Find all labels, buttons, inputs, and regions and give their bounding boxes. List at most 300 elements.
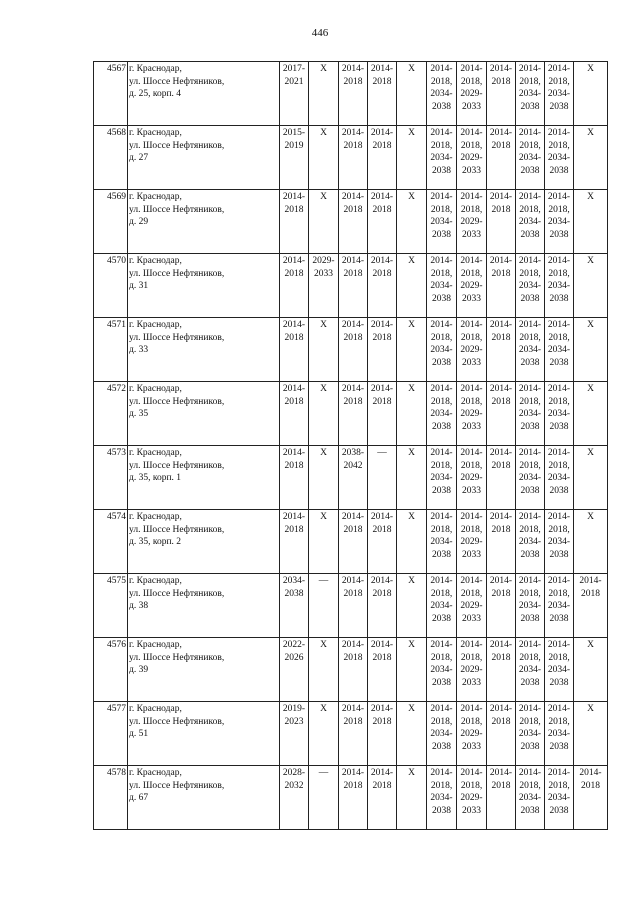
cell-number-text: 4572	[107, 384, 126, 394]
cell-col-2-text: X	[320, 640, 327, 650]
cell-col-11	[574, 510, 608, 574]
cell-col-3-text: 2014- 2018	[341, 192, 365, 215]
cell-number-text: 4578	[107, 768, 126, 778]
cell-col-1	[280, 254, 309, 318]
cell-col-9-text: 2014- 2018, 2034- 2038	[518, 640, 542, 688]
cell-col-9-text: 2014- 2018, 2034- 2038	[518, 384, 542, 432]
cell-col-3	[339, 510, 368, 574]
cell-col-11-text: X	[587, 640, 594, 650]
cell-col-11-text: X	[587, 128, 594, 138]
cell-number	[94, 382, 128, 446]
table-row	[94, 574, 608, 638]
cell-col-11-text: X	[587, 320, 594, 330]
cell-col-3-text: 2014- 2018	[341, 704, 365, 727]
cell-col-5-text: X	[408, 576, 415, 586]
cell-col-8	[487, 62, 516, 126]
cell-col-3	[339, 190, 368, 254]
cell-col-5	[397, 574, 427, 638]
cell-col-10	[545, 702, 574, 766]
cell-col-8-text: 2014- 2018	[489, 192, 513, 215]
cell-col-3-text: 2014- 2018	[341, 320, 365, 343]
cell-col-10	[545, 446, 574, 510]
cell-col-9-text: 2014- 2018, 2034- 2038	[518, 64, 542, 112]
cell-address-text: г. Краснодар, ул. Шоссе Нефтяников, д. 31	[129, 256, 225, 292]
cell-col-11-text: X	[587, 384, 594, 394]
cell-col-2-text: X	[320, 512, 327, 522]
cell-col-8	[487, 766, 516, 830]
cell-col-6-text: 2014- 2018, 2034- 2038	[430, 640, 453, 688]
cell-col-2-text: X	[320, 704, 327, 714]
cell-col-8-text: 2014- 2018	[489, 320, 513, 343]
cell-col-2-text: 2029- 2033	[312, 256, 335, 279]
cell-col-2	[309, 382, 339, 446]
cell-col-4	[368, 766, 397, 830]
cell-col-6-text: 2014- 2018, 2034- 2038	[430, 256, 453, 304]
cell-col-5-text: X	[408, 192, 415, 202]
cell-col-11-text: X	[587, 448, 594, 458]
cell-col-7-text: 2014- 2018, 2029- 2033	[460, 128, 483, 176]
cell-col-11	[574, 318, 608, 382]
cell-col-10	[545, 638, 574, 702]
cell-col-4-text: 2014- 2018	[370, 768, 394, 791]
table-row	[94, 126, 608, 190]
cell-col-1-text: 2015- 2019	[282, 128, 306, 151]
cell-col-5	[397, 766, 427, 830]
cell-address	[128, 638, 280, 702]
cell-col-9	[516, 510, 545, 574]
cell-col-7	[457, 318, 487, 382]
cell-col-1	[280, 638, 309, 702]
cell-col-7	[457, 126, 487, 190]
cell-number-text: 4576	[107, 640, 126, 650]
cell-number-text: 4577	[107, 704, 126, 714]
cell-col-5	[397, 446, 427, 510]
cell-col-4	[368, 510, 397, 574]
cell-col-7-text: 2014- 2018, 2029- 2033	[460, 768, 483, 816]
cell-col-7	[457, 190, 487, 254]
cell-col-11	[574, 766, 608, 830]
cell-col-6-text: 2014- 2018, 2034- 2038	[430, 384, 453, 432]
cell-col-6-text: 2014- 2018, 2034- 2038	[430, 512, 453, 560]
cell-number	[94, 62, 128, 126]
cell-col-9	[516, 766, 545, 830]
cell-col-11-text: 2014- 2018	[579, 768, 602, 791]
cell-col-4-text: —	[377, 448, 387, 458]
cell-col-11	[574, 254, 608, 318]
cell-address	[128, 510, 280, 574]
cell-col-6	[427, 382, 457, 446]
cell-col-10-text: 2014- 2018, 2034- 2038	[547, 448, 571, 496]
cell-col-7-text: 2014- 2018, 2029- 2033	[460, 448, 483, 496]
cell-address-text: г. Краснодар, ул. Шоссе Нефтяников, д. 29	[129, 192, 225, 228]
cell-col-1-text: 2014- 2018	[282, 192, 306, 215]
cell-col-9	[516, 190, 545, 254]
cell-col-7-text: 2014- 2018, 2029- 2033	[460, 704, 483, 752]
cell-col-9	[516, 62, 545, 126]
cell-col-1	[280, 190, 309, 254]
cell-col-2-text: X	[320, 448, 327, 458]
cell-col-9-text: 2014- 2018, 2034- 2038	[518, 448, 542, 496]
cell-col-9	[516, 254, 545, 318]
cell-col-11-text: X	[587, 704, 594, 714]
cell-col-8-text: 2014- 2018	[489, 640, 513, 663]
cell-col-8-text: 2014- 2018	[489, 448, 513, 471]
cell-col-10-text: 2014- 2018, 2034- 2038	[547, 384, 571, 432]
cell-col-2	[309, 446, 339, 510]
cell-col-5-text: X	[408, 256, 415, 266]
cell-col-8	[487, 510, 516, 574]
cell-address	[128, 254, 280, 318]
cell-number	[94, 254, 128, 318]
cell-address-text: г. Краснодар, ул. Шоссе Нефтяников, д. 35, корп. 1	[129, 448, 225, 484]
cell-col-7-text: 2014- 2018, 2029- 2033	[460, 576, 483, 624]
cell-col-1-text: 2014- 2018	[282, 448, 306, 471]
cell-col-8	[487, 318, 516, 382]
cell-col-3	[339, 574, 368, 638]
cell-address	[128, 446, 280, 510]
cell-col-1-text: 2014- 2018	[282, 256, 306, 279]
cell-col-3	[339, 446, 368, 510]
table-row	[94, 638, 608, 702]
cell-col-7	[457, 382, 487, 446]
cell-col-4	[368, 702, 397, 766]
cell-col-10	[545, 62, 574, 126]
cell-col-4	[368, 446, 397, 510]
cell-col-5	[397, 638, 427, 702]
cell-number	[94, 702, 128, 766]
cell-col-6-text: 2014- 2018, 2034- 2038	[430, 128, 453, 176]
cell-col-11-text: X	[587, 192, 594, 202]
cell-address-text: г. Краснодар, ул. Шоссе Нефтяников, д. 35	[129, 384, 225, 420]
cell-number-text: 4568	[107, 128, 126, 138]
cell-col-6-text: 2014- 2018, 2034- 2038	[430, 192, 453, 240]
cell-col-3	[339, 126, 368, 190]
cell-col-2-text: —	[318, 576, 329, 586]
cell-col-2	[309, 574, 339, 638]
cell-col-7	[457, 766, 487, 830]
cell-col-5-text: X	[408, 512, 415, 522]
cell-col-11-text: 2014- 2018	[579, 576, 602, 599]
cell-col-11	[574, 446, 608, 510]
cell-col-8-text: 2014- 2018	[489, 384, 513, 407]
cell-col-10-text: 2014- 2018, 2034- 2038	[547, 512, 571, 560]
cell-address	[128, 190, 280, 254]
cell-col-10	[545, 190, 574, 254]
cell-col-11	[574, 638, 608, 702]
cell-address-text: г. Краснодар, ул. Шоссе Нефтяников, д. 27	[129, 128, 225, 164]
cell-col-4	[368, 254, 397, 318]
cell-col-4	[368, 318, 397, 382]
cell-col-8-text: 2014- 2018	[489, 256, 513, 279]
cell-number-text: 4574	[107, 512, 126, 522]
table-row	[94, 446, 608, 510]
cell-col-8-text: 2014- 2018	[489, 704, 513, 727]
cell-col-8	[487, 382, 516, 446]
cell-col-8	[487, 446, 516, 510]
cell-number	[94, 574, 128, 638]
cell-number	[94, 638, 128, 702]
cell-number-text: 4571	[107, 320, 126, 330]
cell-col-10	[545, 318, 574, 382]
cell-col-10-text: 2014- 2018, 2034- 2038	[547, 128, 571, 176]
cell-col-7-text: 2014- 2018, 2029- 2033	[460, 384, 483, 432]
cell-col-10-text: 2014- 2018, 2034- 2038	[547, 704, 571, 752]
cell-col-8-text: 2014- 2018	[489, 64, 513, 87]
cell-col-2	[309, 62, 339, 126]
cell-col-2	[309, 190, 339, 254]
cell-col-10	[545, 254, 574, 318]
cell-col-2-text: X	[320, 64, 327, 74]
cell-col-10-text: 2014- 2018, 2034- 2038	[547, 192, 571, 240]
cell-col-6	[427, 446, 457, 510]
cell-col-5-text: X	[408, 320, 415, 330]
cell-col-4-text: 2014- 2018	[370, 256, 394, 279]
cell-col-6	[427, 126, 457, 190]
cell-col-5	[397, 190, 427, 254]
cell-col-6	[427, 62, 457, 126]
cell-col-4-text: 2014- 2018	[370, 128, 394, 151]
cell-col-5	[397, 318, 427, 382]
cell-address	[128, 318, 280, 382]
cell-col-9	[516, 126, 545, 190]
cell-col-6	[427, 510, 457, 574]
cell-address-text: г. Краснодар, ул. Шоссе Нефтяников, д. 38	[129, 576, 225, 612]
cell-col-4-text: 2014- 2018	[370, 192, 394, 215]
cell-col-5	[397, 254, 427, 318]
cell-col-11	[574, 62, 608, 126]
cell-address-text: г. Краснодар, ул. Шоссе Нефтяников, д. 67	[129, 768, 225, 804]
cell-address	[128, 702, 280, 766]
cell-col-4-text: 2014- 2018	[370, 704, 394, 727]
cell-col-2-text: X	[320, 192, 327, 202]
cell-col-1-text: 2014- 2018	[282, 512, 306, 535]
cell-col-1-text: 2019- 2023	[282, 704, 306, 727]
cell-col-3	[339, 254, 368, 318]
cell-col-4	[368, 190, 397, 254]
table-row	[94, 318, 608, 382]
cell-address	[128, 62, 280, 126]
cell-col-7-text: 2014- 2018, 2029- 2033	[460, 640, 483, 688]
cell-number-text: 4575	[107, 576, 126, 586]
cell-col-6-text: 2014- 2018, 2034- 2038	[430, 320, 453, 368]
cell-address-text: г. Краснодар, ул. Шоссе Нефтяников, д. 51	[129, 704, 225, 740]
cell-col-2-text: —	[318, 768, 329, 778]
cell-col-1	[280, 510, 309, 574]
cell-number	[94, 510, 128, 574]
cell-col-2	[309, 702, 339, 766]
cell-col-10	[545, 510, 574, 574]
cell-col-10-text: 2014- 2018, 2034- 2038	[547, 256, 571, 304]
cell-col-7	[457, 510, 487, 574]
cell-col-5	[397, 126, 427, 190]
cell-col-2	[309, 766, 339, 830]
cell-col-9-text: 2014- 2018, 2034- 2038	[518, 320, 542, 368]
cell-col-1-text: 2014- 2018	[282, 320, 306, 343]
registry-table	[93, 61, 608, 830]
cell-col-11-text: X	[587, 512, 594, 522]
cell-col-3	[339, 318, 368, 382]
cell-col-5	[397, 62, 427, 126]
cell-col-5-text: X	[408, 704, 415, 714]
cell-col-9	[516, 702, 545, 766]
table-row	[94, 702, 608, 766]
cell-number	[94, 126, 128, 190]
cell-col-9	[516, 574, 545, 638]
cell-col-8	[487, 702, 516, 766]
cell-col-5-text: X	[408, 768, 415, 778]
cell-number	[94, 318, 128, 382]
cell-col-6	[427, 638, 457, 702]
cell-col-5	[397, 510, 427, 574]
cell-col-5	[397, 702, 427, 766]
table-row	[94, 382, 608, 446]
cell-address-text: г. Краснодар, ул. Шоссе Нефтяников, д. 35, корп. 2	[129, 512, 225, 548]
cell-col-1	[280, 574, 309, 638]
cell-col-3	[339, 62, 368, 126]
cell-col-1	[280, 318, 309, 382]
cell-col-3-text: 2014- 2018	[341, 256, 365, 279]
cell-col-6	[427, 190, 457, 254]
cell-col-7	[457, 254, 487, 318]
cell-col-2	[309, 318, 339, 382]
table-row	[94, 510, 608, 574]
cell-col-4-text: 2014- 2018	[370, 512, 394, 535]
cell-col-2-text: X	[320, 320, 327, 330]
cell-col-5-text: X	[408, 448, 415, 458]
cell-col-7-text: 2014- 2018, 2029- 2033	[460, 320, 483, 368]
cell-col-7	[457, 638, 487, 702]
cell-col-6	[427, 574, 457, 638]
cell-col-6	[427, 766, 457, 830]
cell-col-10-text: 2014- 2018, 2034- 2038	[547, 320, 571, 368]
cell-col-4	[368, 62, 397, 126]
cell-col-4	[368, 382, 397, 446]
cell-col-8-text: 2014- 2018	[489, 576, 513, 599]
cell-number	[94, 766, 128, 830]
cell-col-5-text: X	[408, 128, 415, 138]
cell-col-2-text: X	[320, 384, 327, 394]
cell-col-4	[368, 126, 397, 190]
cell-col-1	[280, 766, 309, 830]
cell-col-9	[516, 446, 545, 510]
cell-col-4-text: 2014- 2018	[370, 320, 394, 343]
cell-number-text: 4569	[107, 192, 126, 202]
cell-col-2	[309, 510, 339, 574]
cell-col-6	[427, 702, 457, 766]
cell-col-6-text: 2014- 2018, 2034- 2038	[430, 768, 453, 816]
cell-col-1-text: 2034- 2038	[282, 576, 306, 599]
cell-col-4-text: 2014- 2018	[370, 576, 394, 599]
cell-col-4	[368, 638, 397, 702]
cell-col-7-text: 2014- 2018, 2029- 2033	[460, 64, 483, 112]
cell-col-3-text: 2014- 2018	[341, 128, 365, 151]
table-row	[94, 190, 608, 254]
cell-col-8	[487, 254, 516, 318]
cell-col-2	[309, 638, 339, 702]
cell-col-6-text: 2014- 2018, 2034- 2038	[430, 448, 453, 496]
cell-number-text: 4567	[107, 64, 126, 74]
cell-address	[128, 766, 280, 830]
cell-col-9-text: 2014- 2018, 2034- 2038	[518, 128, 542, 176]
cell-number	[94, 446, 128, 510]
cell-col-11	[574, 190, 608, 254]
cell-col-10	[545, 126, 574, 190]
cell-col-10-text: 2014- 2018, 2034- 2038	[547, 640, 571, 688]
cell-col-8	[487, 574, 516, 638]
cell-col-8-text: 2014- 2018	[489, 512, 513, 535]
cell-address-text: г. Краснодар, ул. Шоссе Нефтяников, д. 39	[129, 640, 225, 676]
cell-col-4-text: 2014- 2018	[370, 384, 394, 407]
cell-number-text: 4570	[107, 256, 126, 266]
cell-col-10-text: 2014- 2018, 2034- 2038	[547, 64, 571, 112]
cell-col-6-text: 2014- 2018, 2034- 2038	[430, 576, 453, 624]
cell-col-1	[280, 126, 309, 190]
cell-col-4-text: 2014- 2018	[370, 64, 394, 87]
cell-col-1-text: 2017- 2021	[282, 64, 306, 87]
cell-col-11	[574, 382, 608, 446]
cell-col-7	[457, 446, 487, 510]
cell-col-7-text: 2014- 2018, 2029- 2033	[460, 256, 483, 304]
cell-col-8-text: 2014- 2018	[489, 768, 513, 791]
cell-col-11	[574, 702, 608, 766]
cell-col-5-text: X	[408, 384, 415, 394]
cell-col-1-text: 2022- 2026	[282, 640, 306, 663]
cell-col-4	[368, 574, 397, 638]
page-number: 446	[311, 27, 329, 39]
cell-col-1-text: 2014- 2018	[282, 384, 306, 407]
cell-col-11-text: X	[587, 64, 594, 74]
cell-col-3-text: 2014- 2018	[341, 512, 365, 535]
cell-col-3-text: 2038- 2042	[341, 448, 365, 471]
cell-col-3	[339, 382, 368, 446]
cell-col-6-text: 2014- 2018, 2034- 2038	[430, 704, 453, 752]
cell-col-5-text: X	[408, 640, 415, 650]
cell-col-6-text: 2014- 2018, 2034- 2038	[430, 64, 453, 112]
cell-col-7	[457, 62, 487, 126]
cell-col-9-text: 2014- 2018, 2034- 2038	[518, 512, 542, 560]
cell-col-5	[397, 382, 427, 446]
cell-col-7-text: 2014- 2018, 2029- 2033	[460, 512, 483, 560]
cell-col-3	[339, 702, 368, 766]
cell-col-7	[457, 702, 487, 766]
cell-col-5-text: X	[408, 64, 415, 74]
cell-col-2	[309, 126, 339, 190]
cell-col-3-text: 2014- 2018	[341, 640, 365, 663]
cell-address-text: г. Краснодар, ул. Шоссе Нефтяников, д. 25, корп. 4	[129, 64, 225, 100]
cell-address	[128, 574, 280, 638]
cell-col-8	[487, 638, 516, 702]
cell-col-10-text: 2014- 2018, 2034- 2038	[547, 768, 571, 816]
cell-col-9-text: 2014- 2018, 2034- 2038	[518, 576, 542, 624]
cell-col-6	[427, 254, 457, 318]
cell-number-text: 4573	[107, 448, 126, 458]
cell-address	[128, 126, 280, 190]
cell-col-2-text: X	[320, 128, 327, 138]
cell-col-9	[516, 318, 545, 382]
cell-number	[94, 190, 128, 254]
cell-col-11-text: X	[587, 256, 594, 266]
cell-col-10	[545, 766, 574, 830]
cell-col-11	[574, 126, 608, 190]
cell-col-10	[545, 382, 574, 446]
table-row	[94, 254, 608, 318]
cell-col-11	[574, 574, 608, 638]
cell-col-9-text: 2014- 2018, 2034- 2038	[518, 256, 542, 304]
table-row	[94, 62, 608, 126]
cell-col-1	[280, 382, 309, 446]
cell-col-9	[516, 638, 545, 702]
table-row	[94, 766, 608, 830]
